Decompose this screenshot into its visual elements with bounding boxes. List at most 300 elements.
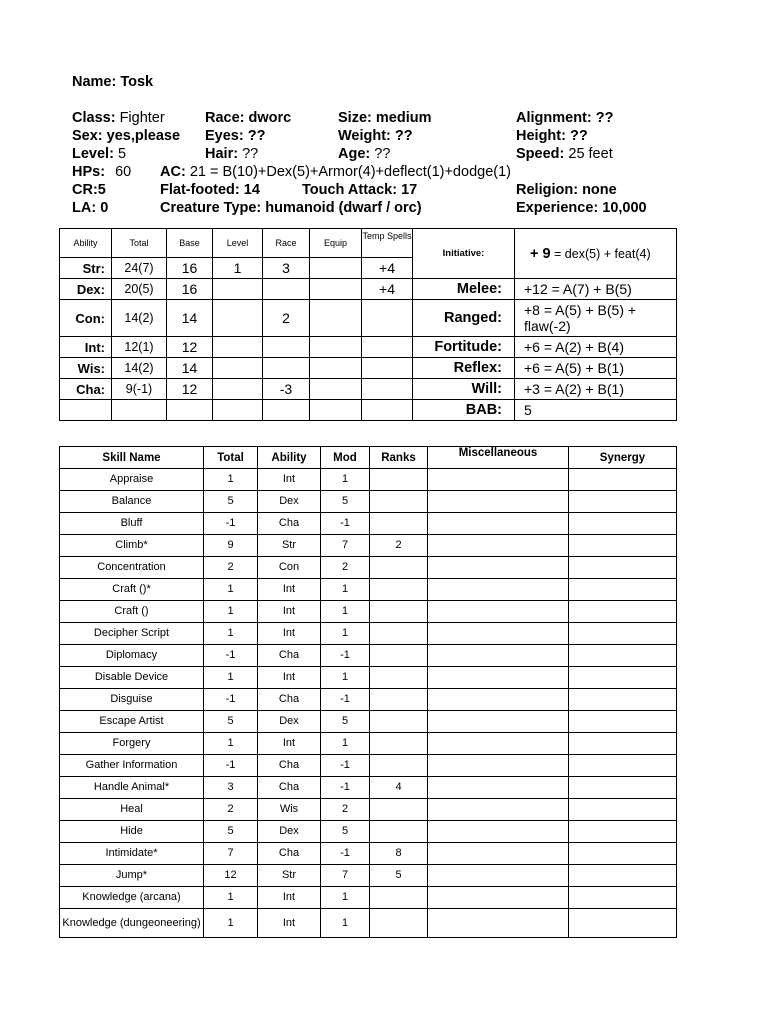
sex-label: Sex: (72, 128, 103, 144)
speed-value: 25 feet (568, 146, 613, 162)
skill-ability: Cha (258, 843, 321, 865)
header-ranks: Ranks (370, 447, 428, 469)
speed-field (516, 145, 613, 163)
skill-mod: 5 (321, 711, 370, 733)
ability-race (263, 279, 310, 300)
alignment-field (516, 109, 613, 127)
skill-row (60, 909, 677, 938)
bab-label: BAB: (413, 400, 515, 421)
ability-row-con (60, 300, 677, 337)
skill-name: Escape Artist (60, 711, 204, 733)
ability-equip (310, 379, 362, 400)
sex-value: yes,please (106, 128, 181, 144)
skill-name: Craft () (60, 601, 204, 623)
skill-ability: Int (258, 601, 321, 623)
skill-synergy (569, 491, 677, 513)
skill-mod: 7 (321, 865, 370, 887)
header-ability: Ability (258, 447, 321, 469)
header-miscellaneous: Miscellaneous (428, 447, 569, 469)
skill-ability: Cha (258, 755, 321, 777)
skill-misc (428, 623, 569, 645)
skill-ranks: 8 (370, 843, 428, 865)
skill-total: 5 (204, 711, 258, 733)
skill-ranks (370, 513, 428, 535)
skill-mod: 1 (321, 667, 370, 689)
ability-row-int (60, 337, 677, 358)
skill-row (60, 777, 677, 799)
skill-name: Craft ()* (60, 579, 204, 601)
touch-attack-label: Touch Attack: (302, 182, 398, 198)
skill-misc (428, 645, 569, 667)
skill-ability: Cha (258, 645, 321, 667)
eyes-label: Eyes: (205, 128, 244, 144)
empty-cell (60, 400, 112, 421)
header-mod: Mod (321, 447, 370, 469)
header-skill-name: Skill Name (60, 447, 204, 469)
skill-ranks (370, 887, 428, 909)
skill-row (60, 733, 677, 755)
ability-total: 9(-1) (112, 379, 167, 400)
skill-name: Gather Information (60, 755, 204, 777)
ability-base: 14 (167, 300, 213, 337)
skill-synergy (569, 601, 677, 623)
skill-synergy (569, 513, 677, 535)
skill-row (60, 579, 677, 601)
skill-ability: Int (258, 909, 321, 938)
ability-row-wis (60, 358, 677, 379)
hair-field (205, 145, 258, 163)
skill-row (60, 821, 677, 843)
ability-name: Wis: (60, 358, 112, 379)
age-value: ?? (374, 146, 391, 162)
skill-total: 1 (204, 733, 258, 755)
skill-row (60, 689, 677, 711)
speed-label: Speed: (516, 146, 565, 162)
skill-name: Forgery (60, 733, 204, 755)
skill-total: 12 (204, 865, 258, 887)
skill-ranks (370, 689, 428, 711)
skill-misc (428, 909, 569, 938)
ability-base: 16 (167, 258, 213, 279)
skill-ranks (370, 755, 428, 777)
ability-equip (310, 337, 362, 358)
skill-synergy (569, 733, 677, 755)
skill-ability: Con (258, 557, 321, 579)
ability-temp (362, 300, 413, 337)
skill-row (60, 667, 677, 689)
skill-ranks (370, 601, 428, 623)
weight-field (338, 127, 413, 145)
eyes-value: ?? (247, 128, 266, 144)
skill-ranks (370, 623, 428, 645)
ability-name: Dex: (60, 279, 112, 300)
header-level: Level (213, 229, 263, 258)
age-field (338, 145, 390, 163)
skill-misc (428, 469, 569, 491)
skill-ability: Str (258, 535, 321, 557)
name-line (72, 73, 153, 91)
religion-field (516, 181, 617, 199)
age-label: Age: (338, 146, 371, 162)
skill-name: Concentration (60, 557, 204, 579)
alignment-value: ?? (595, 110, 614, 126)
skill-synergy (569, 777, 677, 799)
ability-equip (310, 358, 362, 379)
header-base: Base (167, 229, 213, 258)
skill-ranks: 5 (370, 865, 428, 887)
ability-race (263, 358, 310, 379)
skill-name: Disable Device (60, 667, 204, 689)
skill-synergy (569, 579, 677, 601)
header-total: Total (112, 229, 167, 258)
skill-ability: Int (258, 469, 321, 491)
skill-total: 1 (204, 667, 258, 689)
skill-total: 1 (204, 579, 258, 601)
skill-mod: -1 (321, 755, 370, 777)
ability-temp (362, 379, 413, 400)
level-field (72, 145, 126, 163)
skill-row (60, 843, 677, 865)
weight-value: ?? (394, 128, 413, 144)
weight-label: Weight: (338, 128, 391, 144)
experience-label: Experience: (516, 200, 599, 216)
skill-name: Hide (60, 821, 204, 843)
cr-label: CR: (72, 182, 98, 198)
header-equip: Equip (310, 229, 362, 258)
skill-mod: 1 (321, 909, 370, 938)
skill-misc (428, 711, 569, 733)
skill-row (60, 623, 677, 645)
empty-cell (213, 400, 263, 421)
ability-base: 14 (167, 358, 213, 379)
skill-misc (428, 843, 569, 865)
skill-row (60, 799, 677, 821)
skill-ability: Cha (258, 513, 321, 535)
skill-synergy (569, 865, 677, 887)
skill-ability: Cha (258, 689, 321, 711)
skill-misc (428, 557, 569, 579)
flat-footed-label: Flat-footed: (160, 182, 240, 198)
initiative-detail: = dex(5) + feat(4) (550, 247, 651, 261)
flat-footed-field (160, 181, 260, 199)
header-total: Total (204, 447, 258, 469)
height-value: ?? (569, 128, 588, 144)
religion-label: Religion: (516, 182, 579, 198)
skill-name: Appraise (60, 469, 204, 491)
level-label: Level: (72, 146, 114, 162)
skill-ability: Cha (258, 777, 321, 799)
la-label: LA: (72, 200, 97, 216)
skill-synergy (569, 711, 677, 733)
ac-field (160, 163, 511, 181)
initiative-value: + 9 (530, 246, 551, 262)
ability-level (213, 279, 263, 300)
skill-row (60, 513, 677, 535)
empty-cell (263, 400, 310, 421)
ability-table (59, 228, 677, 421)
skill-synergy (569, 469, 677, 491)
alignment-label: Alignment: (516, 110, 592, 126)
skill-total: 2 (204, 557, 258, 579)
skill-name: Decipher Script (60, 623, 204, 645)
ability-name: Str: (60, 258, 112, 279)
skill-synergy (569, 689, 677, 711)
skill-name: Heal (60, 799, 204, 821)
ability-name: Cha: (60, 379, 112, 400)
skill-misc (428, 733, 569, 755)
ranged-label: Ranged: (413, 300, 515, 337)
skill-misc (428, 689, 569, 711)
flat-footed-value: 14 (243, 182, 260, 198)
ability-equip (310, 279, 362, 300)
will-value: +3 = A(2) + B(1) (515, 379, 677, 400)
skill-name: Disguise (60, 689, 204, 711)
ability-row-dex (60, 279, 677, 300)
skill-synergy (569, 667, 677, 689)
skill-misc (428, 755, 569, 777)
ability-total: 14(2) (112, 358, 167, 379)
empty-cell (167, 400, 213, 421)
skill-misc (428, 777, 569, 799)
ability-name: Con: (60, 300, 112, 337)
ability-level: 1 (213, 258, 263, 279)
skill-mod: 1 (321, 733, 370, 755)
skill-ranks (370, 711, 428, 733)
initiative-cell (515, 229, 677, 279)
skill-mod: 1 (321, 469, 370, 491)
skill-mod: -1 (321, 689, 370, 711)
cr-value: 5 (97, 182, 106, 198)
skill-synergy (569, 557, 677, 579)
skill-total: 5 (204, 821, 258, 843)
class-field (72, 109, 165, 127)
ac-value: 21 = B(10)+Dex(5)+Armor(4)+deflect(1)+dodge(1) (189, 164, 511, 180)
skill-row (60, 491, 677, 513)
skill-ability: Dex (258, 491, 321, 513)
skill-synergy (569, 799, 677, 821)
height-label: Height: (516, 128, 566, 144)
skill-misc (428, 535, 569, 557)
ability-race (263, 337, 310, 358)
melee-label: Melee: (413, 279, 515, 300)
skill-ranks (370, 579, 428, 601)
skill-total: 1 (204, 887, 258, 909)
skill-ability: Int (258, 623, 321, 645)
religion-value: none (582, 182, 617, 198)
hp-field (72, 163, 131, 181)
skill-mod: 1 (321, 601, 370, 623)
ability-row-empty (60, 400, 677, 421)
size-value: medium (375, 110, 432, 126)
ability-race: 3 (263, 258, 310, 279)
skill-mod: 5 (321, 821, 370, 843)
name-label: Name: (72, 74, 117, 90)
skill-total: 5 (204, 491, 258, 513)
reflex-value: +6 = A(5) + B(1) (515, 358, 677, 379)
skill-ranks (370, 557, 428, 579)
initiative-label: Initiative: (413, 229, 515, 279)
ability-total: 12(1) (112, 337, 167, 358)
touch-attack-value: 17 (401, 182, 418, 198)
race-label: Race: (205, 110, 245, 126)
skill-synergy (569, 623, 677, 645)
skill-ability: Dex (258, 821, 321, 843)
ability-total: 20(5) (112, 279, 167, 300)
hp-label: HPs: (72, 164, 106, 180)
skill-ranks (370, 909, 428, 938)
skill-synergy (569, 535, 677, 557)
ability-header-row (60, 229, 677, 258)
ability-equip (310, 300, 362, 337)
skill-ranks (370, 799, 428, 821)
skill-misc (428, 491, 569, 513)
creature-type-field (160, 199, 422, 217)
fortitude-value: +6 = A(2) + B(4) (515, 337, 677, 358)
skill-row (60, 601, 677, 623)
hair-value: ?? (242, 146, 259, 162)
experience-field (516, 199, 647, 217)
class-label: Class: (72, 110, 116, 126)
height-field (516, 127, 588, 145)
ability-temp (362, 337, 413, 358)
skill-total: -1 (204, 689, 258, 711)
skill-synergy (569, 821, 677, 843)
skill-name: Knowledge (arcana) (60, 887, 204, 909)
ac-label: AC: (160, 164, 186, 180)
skill-ability: Int (258, 887, 321, 909)
ability-level (213, 300, 263, 337)
skill-synergy (569, 887, 677, 909)
skill-mod: 5 (321, 491, 370, 513)
touch-attack-field (302, 181, 417, 199)
ranged-value: +8 = A(5) + B(5) + flaw(-2) (515, 300, 677, 337)
fortitude-label: Fortitude: (413, 337, 515, 358)
race-value: dworc (248, 110, 292, 126)
skill-mod: 1 (321, 579, 370, 601)
skill-mod: -1 (321, 645, 370, 667)
ability-level (213, 358, 263, 379)
size-label: Size: (338, 110, 372, 126)
sex-field (72, 127, 180, 145)
eyes-field (205, 127, 265, 145)
skill-synergy (569, 755, 677, 777)
skill-mod: 1 (321, 623, 370, 645)
skill-ranks (370, 645, 428, 667)
ability-temp: +4 (362, 279, 413, 300)
skill-name: Intimidate* (60, 843, 204, 865)
skill-ability: Dex (258, 711, 321, 733)
skill-total: -1 (204, 755, 258, 777)
la-field (72, 199, 108, 217)
header-race: Race (263, 229, 310, 258)
skill-row (60, 469, 677, 491)
skill-total: 2 (204, 799, 258, 821)
skill-row (60, 535, 677, 557)
skill-row (60, 711, 677, 733)
ability-name: Int: (60, 337, 112, 358)
la-value: 0 (100, 200, 109, 216)
skill-ability: Int (258, 579, 321, 601)
ability-temp: +4 (362, 258, 413, 279)
cr-field (72, 181, 106, 199)
experience-value: 10,000 (602, 200, 647, 216)
skill-misc (428, 821, 569, 843)
skill-misc (428, 579, 569, 601)
race-field (205, 109, 291, 127)
skill-ranks (370, 821, 428, 843)
creature-type-label: Creature Type: (160, 200, 262, 216)
skill-name: Handle Animal* (60, 777, 204, 799)
creature-type-value: humanoid (dwarf / orc) (265, 200, 422, 216)
skill-synergy (569, 909, 677, 938)
ability-race: 2 (263, 300, 310, 337)
skill-row (60, 755, 677, 777)
ability-race: -3 (263, 379, 310, 400)
melee-value: +12 = A(7) + B(5) (515, 279, 677, 300)
ability-base: 16 (167, 279, 213, 300)
header-synergy: Synergy (569, 447, 677, 469)
skill-synergy (569, 843, 677, 865)
skill-mod: -1 (321, 513, 370, 535)
skill-mod: 1 (321, 887, 370, 909)
ability-level (213, 379, 263, 400)
empty-cell (362, 400, 413, 421)
reflex-label: Reflex: (413, 358, 515, 379)
skill-name: Jump* (60, 865, 204, 887)
skill-misc (428, 601, 569, 623)
skill-total: 1 (204, 469, 258, 491)
skill-mod: 7 (321, 535, 370, 557)
skill-name: Diplomacy (60, 645, 204, 667)
skill-misc (428, 799, 569, 821)
ability-level (213, 337, 263, 358)
skill-row (60, 557, 677, 579)
ability-total: 14(2) (112, 300, 167, 337)
skill-total: 1 (204, 909, 258, 938)
skill-total: 1 (204, 623, 258, 645)
skill-ability: Int (258, 733, 321, 755)
header-ability: Ability (60, 229, 112, 258)
empty-cell (310, 400, 362, 421)
skill-total: -1 (204, 513, 258, 535)
skill-row (60, 887, 677, 909)
skill-total: 7 (204, 843, 258, 865)
skill-ranks (370, 469, 428, 491)
skill-total: 1 (204, 601, 258, 623)
skill-ability: Str (258, 865, 321, 887)
skill-ranks (370, 491, 428, 513)
skill-misc (428, 887, 569, 909)
bab-value: 5 (515, 400, 677, 421)
hair-label: Hair: (205, 146, 239, 162)
skill-ability: Wis (258, 799, 321, 821)
ability-base: 12 (167, 379, 213, 400)
character-name: Tosk (120, 74, 154, 90)
ability-equip (310, 258, 362, 279)
ability-base: 12 (167, 337, 213, 358)
skill-name: Knowledge (dungeoneering) (60, 909, 204, 938)
ability-temp (362, 358, 413, 379)
skill-misc (428, 865, 569, 887)
skill-row (60, 865, 677, 887)
will-label: Will: (413, 379, 515, 400)
class-value: Fighter (119, 110, 165, 126)
ability-total: 24(7) (112, 258, 167, 279)
skills-table (59, 446, 677, 938)
skill-mod: 2 (321, 557, 370, 579)
skill-ability: Int (258, 667, 321, 689)
skill-total: 3 (204, 777, 258, 799)
